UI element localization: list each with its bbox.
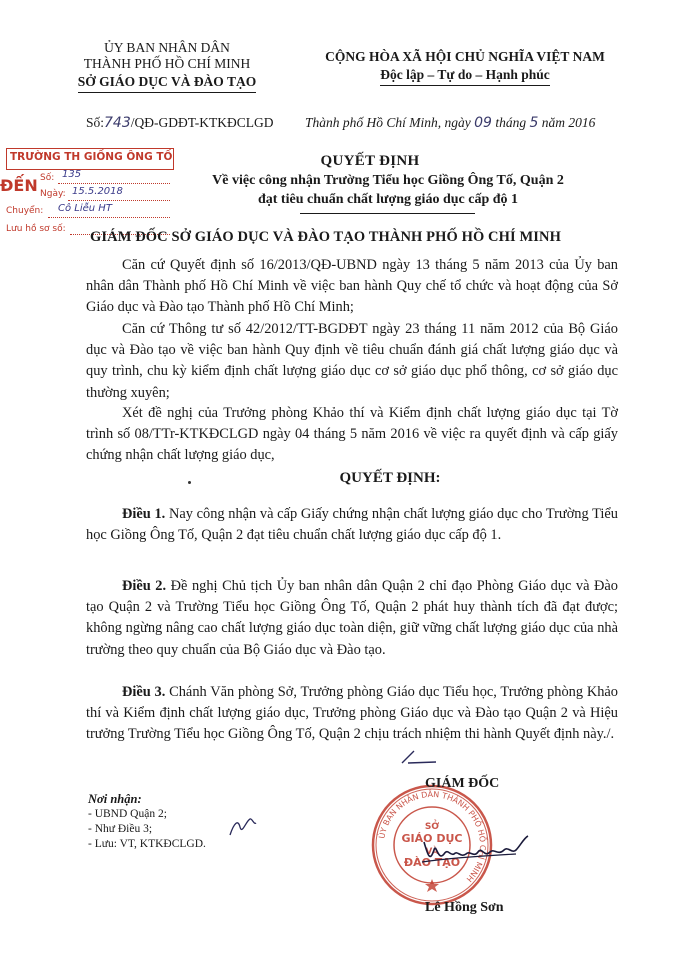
agency-line-2: THÀNH PHỐ HỒ CHÍ MINH <box>83 56 251 71</box>
issue-date <box>305 115 595 131</box>
article-1-text: Nay công nhận và cấp Giấy chứng nhận chất lượng giáo dục cho Trường Tiểu học Giồng Ông Tố, Quận 2 đạt tiêu chuẩn chất lượng giáo dục cấp độ 1. <box>86 506 618 544</box>
receipt-ngay-value: 15.5.2018 <box>72 186 123 197</box>
preamble-paragraph-1: Căn cứ Quyết định số 16/2013/QĐ-UBND ngày 13 tháng 5 năm 2013 của Ủy ban nhân dân Thành phố Hồ Chí Minh về việc ban hành Quy chế tổ chức và hoạt động của Sở Giáo dục và Đào tạo Thành phố Hồ Chí Minh; <box>86 257 618 316</box>
receipt-den: ĐẾN <box>0 176 38 195</box>
article-3-text: Chánh Văn phòng Sở, Trưởng phòng Giáo dục Tiểu học, Trưởng phòng Khảo thí và Kiểm định chất lượng giáo dục, Trưởng phòng Giáo dục và Đào tạo Quận 2 và Hiệu trưởng Trường Tiểu học Giồng Ông Tố, Quận 2 chịu trách nhiệm thi hành Quyết định này./. <box>86 684 618 743</box>
article-2 <box>86 576 618 661</box>
national-motto: Độc lập – Tự do – Hạnh phúc <box>380 66 550 86</box>
article-1 <box>86 504 618 546</box>
article-2-text: Đề nghị Chủ tịch Ủy ban nhân dân Quận 2 chỉ đạo Phòng Giáo dục và Đào tạo Quận 2 và Trường Tiểu học Giồng Ông Tố, Quận 2 phát huy thành tích đã đạt được; không ngừng nâng cao chất lượng giáo dục toàn diện, giữ vững chất lượng giáo dục của nhà trường theo quy chuẩn của Bộ Giáo dục và Đào tạo. <box>86 578 618 658</box>
agency-line-3: SỞ GIÁO DỤC VÀ ĐÀO TẠO <box>78 74 256 93</box>
preamble-paragraph-3: Xét đề nghị của Trưởng phòng Khảo thí và Kiểm định chất lượng giáo dục tại Tờ trình số 08/TTr-KTKĐCLGD ngày 04 tháng 5 năm 2016 về việc ra quyết định và cấp giấy chứng nhận chất lượng giáo dục, <box>86 405 618 464</box>
receipt-ngay-label: Ngày: <box>40 189 66 199</box>
preamble-paragraph-2: Căn cứ Thông tư số 42/2012/TT-BGDĐT ngày 23 tháng 11 năm 2012 của Bộ Giáo dục và Đào tạo về việc ban hành Quy định về tiêu chuẩn đánh giá chất lượng giáo dục và quy trình, chu kỳ kiểm định chất lượng giáo dục cơ sở giáo dục phổ thông, cơ sở giáo dục thường xuyên; <box>86 321 618 401</box>
doc-number-handwritten: 743 <box>104 115 131 131</box>
recipients-label: Nơi nhận: <box>88 792 142 806</box>
receipt-so-value: 135 <box>62 169 82 180</box>
date-day: 09 <box>474 115 492 131</box>
date-month: 5 <box>529 115 539 131</box>
seal-star-icon <box>425 879 439 892</box>
receipt-school: TRƯỜNG TH GIỒNG ÔNG TỐ <box>10 151 173 163</box>
receipt-chuyen-label: Chuyển: <box>6 206 44 216</box>
date-year: năm 2016 <box>541 115 596 130</box>
decision-heading: QUYẾT ĐỊNH: <box>339 470 441 486</box>
handwritten-initial-mark <box>400 749 440 767</box>
article-3 <box>86 682 618 746</box>
article-2-label: Điều 2. <box>122 578 167 594</box>
seal-line-4: ĐÀO TẠO <box>403 856 461 869</box>
national-header <box>300 48 630 86</box>
issuing-authority: GIÁM ĐỐC SỞ GIÁO DỤC VÀ ĐÀO TẠO THÀNH PHỐ HỒ CHÍ MINH <box>90 229 561 245</box>
seal-line-1: SỞ <box>424 822 440 832</box>
scan-speck <box>188 481 191 484</box>
seal-line-2: GIÁO DỤC <box>401 832 463 845</box>
nation-name: CỘNG HÒA XÃ HỘI CHỦ NGHĨA VIỆT NAM <box>325 49 605 64</box>
date-month-word: tháng <box>495 115 527 130</box>
article-3-label: Điều 3. <box>122 684 166 700</box>
article-1-label: Điều 1. <box>122 506 166 522</box>
signer-name: Lê Hồng Sơn <box>425 900 504 915</box>
document-number <box>86 115 274 131</box>
subtitle-underline <box>300 213 475 214</box>
receipt-chuyen-line <box>48 217 170 218</box>
seal-line-3: VÀ <box>425 847 439 857</box>
handwritten-signature <box>420 832 540 872</box>
issuing-agency <box>72 40 262 93</box>
document-subtitle-1: Về việc công nhận Trường Tiểu học Giồng Ông Tố, Quận 2 <box>212 173 564 188</box>
signer-title: GIÁM ĐỐC <box>425 776 500 791</box>
document-subtitle-2: đạt tiêu chuẩn chất lượng giáo dục cấp độ 1 <box>257 192 519 207</box>
recipient-item: - Như Điều 3; <box>88 823 153 835</box>
recipient-item: - UBND Quận 2; <box>88 808 167 820</box>
date-place: Thành phố Hồ Chí Minh, ngày <box>305 115 471 130</box>
seal-outer-text: ỦY BAN NHÂN DÂN THÀNH PHỐ HỒ CHÍ MINH <box>377 789 488 884</box>
receipt-so-label: Số: <box>40 173 55 183</box>
handwritten-initial <box>228 815 258 839</box>
doc-number-prefix: Số: <box>86 115 105 130</box>
receipt-luu-label: Lưu hồ sơ số: <box>6 224 66 234</box>
doc-number-suffix: /QĐ-GDĐT-KTKĐCLGD <box>130 115 274 130</box>
agency-line-1: ỦY BAN NHÂN DÂN <box>104 40 230 55</box>
recipient-item: - Lưu: VT, KTKĐCLGD. <box>88 838 206 850</box>
recipients-block <box>88 792 206 852</box>
document-title: QUYẾT ĐỊNH <box>320 153 420 169</box>
receipt-chuyen-value: Cô Liễu HT <box>58 203 112 214</box>
